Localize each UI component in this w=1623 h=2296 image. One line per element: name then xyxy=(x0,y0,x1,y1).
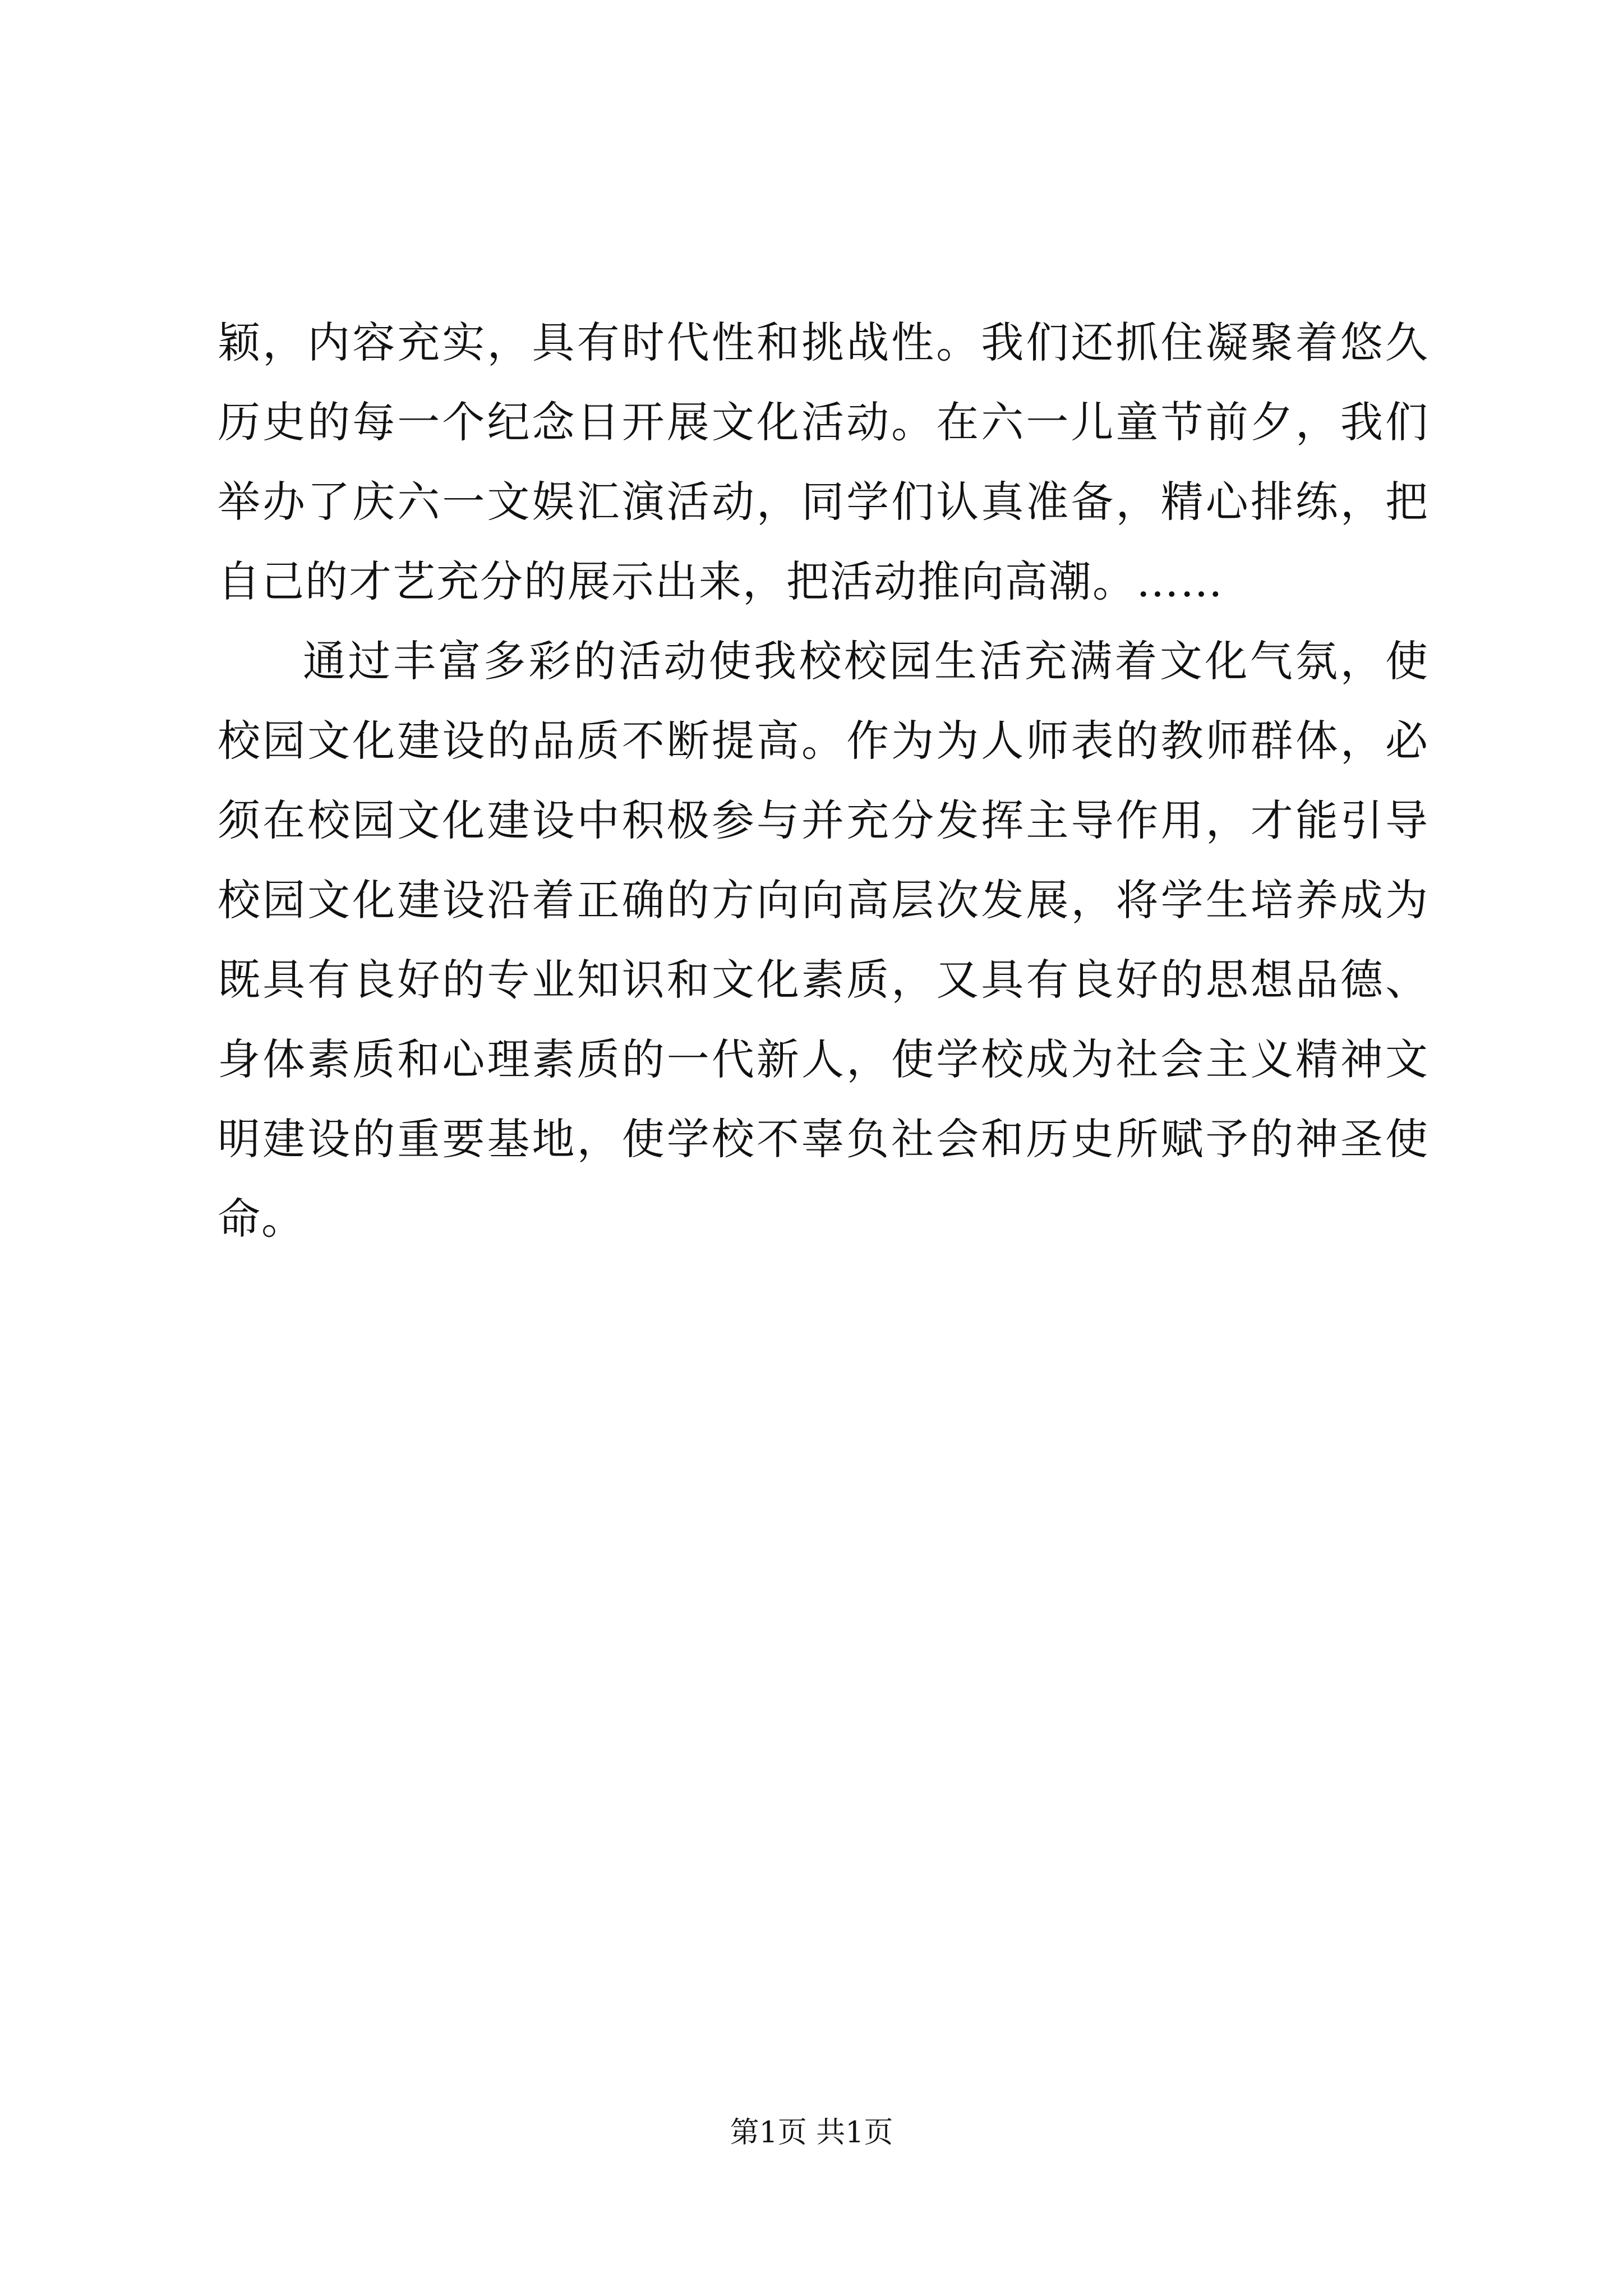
paragraph-2: 通过丰富多彩的活动使我校校园生活充满着文化气氛，使校园文化建设的品质不断提高。作为为人师表的教师群体，必须在校园文化建设中积极参与并充分发挥主导作用，才能引导校园文化建设沿着正确的方向向高层次发展，将学生培养成为既具有良好的专业知识和文化素质，又具有良好的思想品德、身体素质和心理素质的一代新人，使学校成为社会主义精神文明建设的重要基地，使学校不辜负社会和历史所赋予的神圣使命。 xyxy=(218,636,1429,1244)
document-body xyxy=(218,303,1429,1259)
paragraph-1: 颖，内容充实，具有时代性和挑战性。我们还抓住凝聚着悠久历史的每一个纪念日开展文化活动。在六一儿童节前夕，我们举办了庆六一文娱汇演活动，同学们认真准备，精心排练，把自己的才艺充分的展示出来，把活动推向高潮。…… xyxy=(218,318,1429,606)
page-footer: 第1页 共1页 xyxy=(730,2116,893,2150)
